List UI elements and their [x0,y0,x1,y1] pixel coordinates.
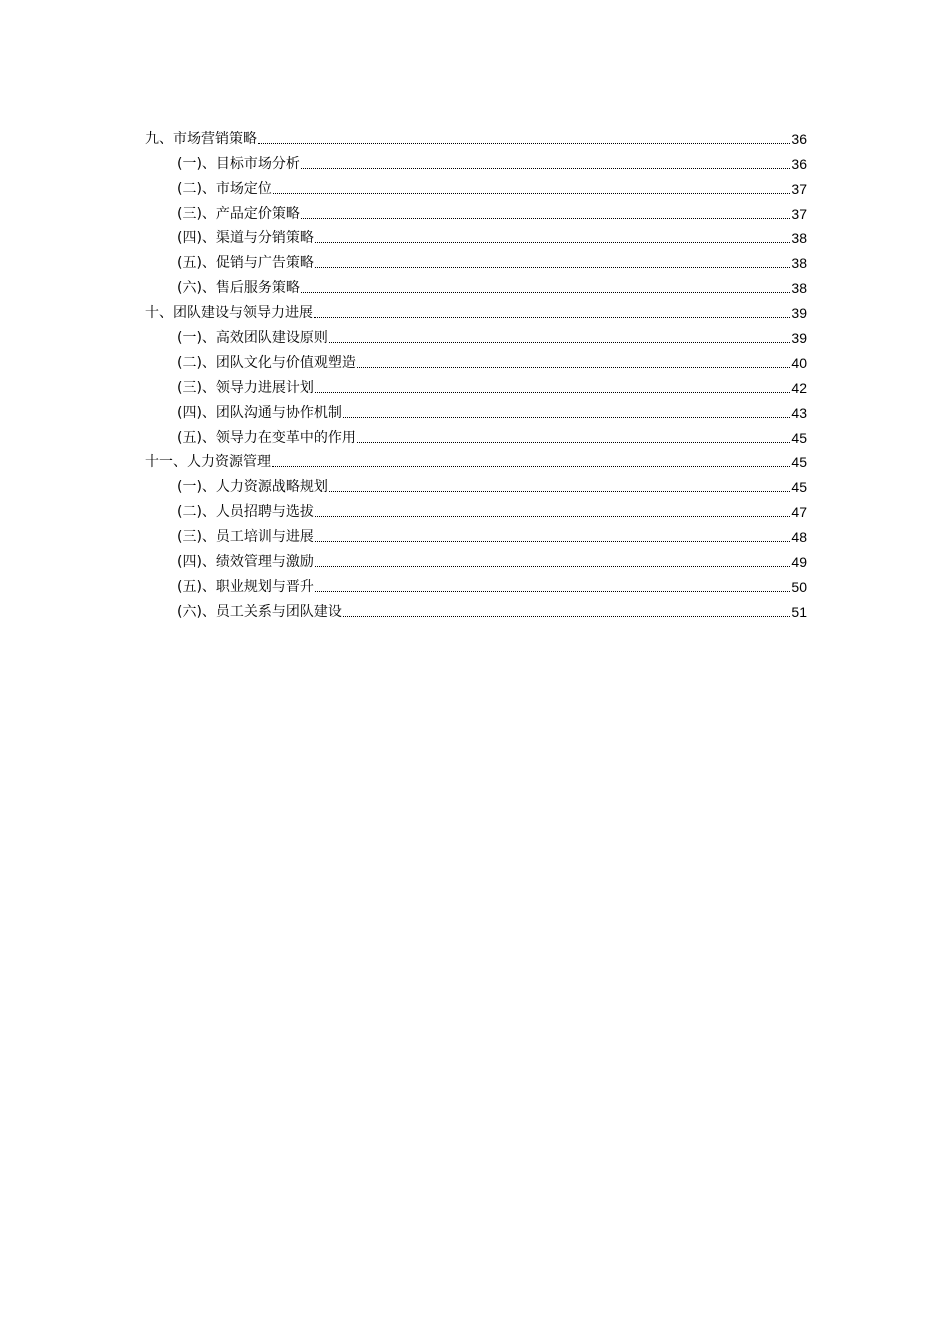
toc-entry-page: 49 [791,554,807,571]
toc-entry-title: (六)、售后服务策略 [177,280,300,297]
toc-entry[interactable] [145,125,807,150]
toc-entry-title: (五)、促销与广告策略 [177,255,314,272]
toc-dot-leader [301,218,790,219]
toc-entry-title: (六)、员工关系与团队建设 [177,603,342,620]
toc-dot-leader [315,242,790,243]
toc-entry-page: 38 [791,230,807,247]
table-of-contents [145,125,807,623]
toc-dot-leader [343,616,790,617]
toc-dot-leader [301,292,790,293]
toc-dot-leader [343,417,790,418]
toc-entry-page: 47 [791,504,807,521]
toc-entry-page: 50 [791,578,807,595]
toc-entry-page: 39 [791,330,807,347]
toc-entry[interactable] [145,150,807,175]
toc-entry[interactable] [145,200,807,225]
toc-entry[interactable] [145,573,807,598]
toc-entry-title: (五)、职业规划与晋升 [177,578,314,595]
toc-entry[interactable] [145,249,807,274]
toc-entry-page: 45 [791,479,807,496]
toc-entry-page: 36 [791,130,807,147]
toc-dot-leader [357,442,790,443]
toc-entry-page: 48 [791,529,807,546]
toc-entry-page: 51 [791,603,807,620]
toc-entry-title: (四)、绩效管理与激励 [177,554,314,571]
toc-entry-page: 40 [791,354,807,371]
toc-entry-title: (一)、目标市场分析 [177,155,300,172]
toc-entry-page: 39 [791,305,807,322]
toc-entry-page: 45 [791,429,807,446]
toc-dot-leader [315,541,790,542]
toc-entry-title: (一)、高效团队建设原则 [177,330,328,347]
toc-entry-title: (二)、市场定位 [177,180,272,197]
toc-dot-leader [272,466,790,467]
toc-dot-leader [315,516,790,517]
toc-entry-title: (三)、员工培训与进展 [177,529,314,546]
toc-dot-leader [329,491,790,492]
toc-entry-page: 36 [791,155,807,172]
toc-entry[interactable] [145,449,807,474]
toc-dot-leader [301,168,790,169]
toc-entry-title: (四)、团队沟通与协作机制 [177,404,342,421]
toc-entry-title: 十一、人力资源管理 [145,454,271,471]
toc-entry[interactable] [145,548,807,573]
toc-entry-page: 43 [791,404,807,421]
toc-entry[interactable] [145,374,807,399]
toc-entry-page: 45 [791,454,807,471]
toc-entry[interactable] [145,498,807,523]
toc-entry[interactable] [145,399,807,424]
toc-entry-title: (三)、产品定价策略 [177,205,300,222]
toc-entry-page: 37 [791,180,807,197]
toc-entry-title: 十、团队建设与领导力进展 [145,305,313,322]
toc-entry[interactable] [145,225,807,250]
toc-entry[interactable] [145,324,807,349]
toc-entry-page: 38 [791,255,807,272]
toc-dot-leader [273,193,790,194]
toc-entry-page: 37 [791,205,807,222]
toc-dot-leader [315,392,790,393]
toc-entry-title: (二)、团队文化与价值观塑造 [177,354,356,371]
toc-entry[interactable] [145,523,807,548]
toc-dot-leader [315,591,790,592]
toc-entry-page: 38 [791,280,807,297]
toc-entry-page: 42 [791,379,807,396]
toc-dot-leader [329,342,790,343]
toc-entry-title: (三)、领导力进展计划 [177,379,314,396]
toc-entry[interactable] [145,598,807,623]
toc-dot-leader [357,367,790,368]
toc-entry[interactable] [145,299,807,324]
toc-entry[interactable] [145,473,807,498]
toc-entry[interactable] [145,175,807,200]
toc-entry-title: 九、市场营销策略 [145,130,257,147]
toc-dot-leader [315,566,790,567]
toc-entry-title: (五)、领导力在变革中的作用 [177,429,356,446]
toc-entry[interactable] [145,274,807,299]
toc-entry-title: (二)、人员招聘与选拔 [177,504,314,521]
toc-dot-leader [258,143,790,144]
toc-dot-leader [315,267,790,268]
toc-dot-leader [314,317,790,318]
toc-entry[interactable] [145,424,807,449]
toc-entry-title: (一)、人力资源战略规划 [177,479,328,496]
toc-entry-title: (四)、渠道与分销策略 [177,230,314,247]
toc-entry[interactable] [145,349,807,374]
